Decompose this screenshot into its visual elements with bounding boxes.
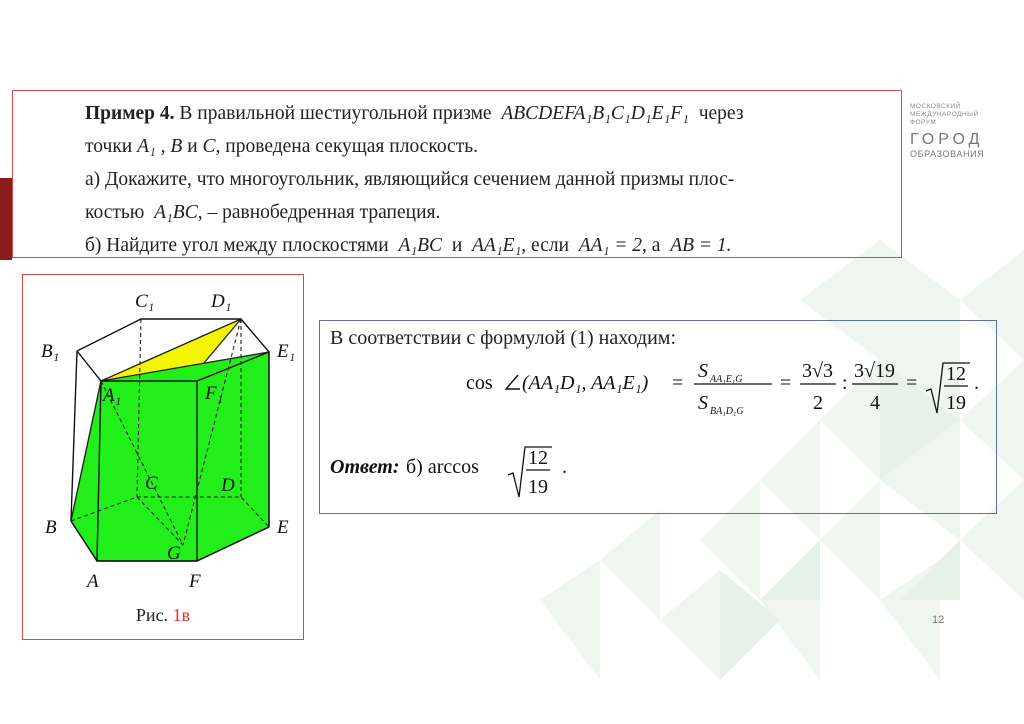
part-a-start: а) Докажите, что многоугольник, являющийся сечением данной призмы плос- (85, 169, 735, 190)
label-a1: A₁ (103, 385, 122, 406)
s-den: S (698, 392, 708, 414)
part-b-start: б) Найдите угол между плоскостями (85, 235, 389, 256)
label-e: E (277, 517, 289, 538)
problem-line2-and: и (187, 136, 198, 157)
problem-title: Пример 4. (85, 103, 175, 124)
root-num: 12 (946, 363, 966, 385)
part-b-plane2: AA₁E₁ (472, 235, 522, 256)
angle-args: (AA₁D₁, AA₁E₁) (522, 372, 649, 394)
eq-1: = (672, 372, 684, 394)
part-b-a: , а (642, 235, 661, 256)
label-f: F (189, 571, 201, 592)
s-den-sub: BA₁D₁G (710, 406, 744, 417)
part-a-plane: A₁BC (154, 202, 198, 223)
solution-box (319, 320, 997, 514)
angle-symbol (506, 375, 520, 389)
part-b-if: , если (521, 235, 570, 256)
problem-line1-text: В правильной шестиугольной призме (179, 103, 492, 124)
part-b-cond2: AB = 1. (670, 235, 732, 256)
f2-den: 4 (870, 392, 880, 414)
label-a: A (87, 571, 99, 592)
logo-line-1: МОСКОВСКИЙ (910, 103, 961, 110)
root-den: 19 (946, 392, 966, 414)
forum-logo (910, 103, 984, 159)
logo-line-3: ФОРУМ (910, 119, 937, 126)
problem-line2-end: проведена секущая плоскость. (225, 136, 478, 157)
label-e1: E₁ (277, 341, 296, 362)
part-b-plane1: A₁BC (398, 235, 443, 256)
label-g: G (167, 543, 181, 564)
part-b-and: и (451, 235, 463, 256)
f1-den: 2 (813, 392, 823, 414)
eq-2: = (780, 372, 792, 394)
figure-box (22, 274, 304, 640)
eq-3: = (906, 372, 918, 394)
label-d1: D₁ (211, 291, 232, 312)
label-c1: C₁ (135, 291, 155, 312)
label-d: D (221, 475, 235, 496)
problem-line1-end: через (698, 103, 744, 124)
prism-figure (23, 275, 303, 595)
label-b1: B₁ (41, 341, 60, 362)
problem-box (12, 90, 902, 258)
label-f1: F₁ (205, 383, 224, 404)
label-c: C (145, 473, 158, 494)
page-number: 12 (932, 614, 945, 626)
solution-formulas (330, 357, 986, 507)
ans-root-den: 19 (528, 476, 548, 498)
cos-text: cos (466, 372, 493, 394)
answer-part: б) arccos (406, 456, 479, 478)
solution-intro: В соответствии с формулой (1) находим: (330, 327, 676, 349)
part-b-cond1: AA₁ = 2 (578, 235, 643, 256)
figure-caption (23, 605, 303, 626)
accent-bar (0, 178, 12, 260)
logo-sub: ОБРАЗОВАНИЯ (910, 149, 985, 159)
f2-num: 3√19 (854, 360, 895, 382)
ans-root-num: 12 (528, 447, 548, 469)
problem-part-b (85, 229, 879, 262)
caption-prefix: Рис. (135, 605, 169, 625)
final-dot: . (974, 372, 979, 394)
part-a-cont: костью (85, 202, 145, 223)
answer-label: Ответ: (330, 456, 400, 478)
s-num: S (698, 360, 708, 382)
answer-end: . (562, 456, 567, 478)
problem-line-1 (85, 97, 879, 130)
logo-line-2: МЕЖДУНАРОДНЫЙ (910, 111, 979, 118)
problem-part-a (85, 163, 879, 196)
problem-line-2 (85, 130, 879, 163)
label-b: B (45, 517, 57, 538)
colon: : (842, 372, 848, 394)
problem-line2-start: точки (85, 136, 133, 157)
prism-name: ABCDEFA₁B₁C₁D₁E₁F₁ (501, 103, 689, 124)
problem-point-c: C, (202, 136, 221, 157)
problem-points: A₁ , B (137, 136, 183, 157)
s-num-sub: AA₁E₁G (710, 374, 743, 385)
problem-part-a-cont (85, 196, 879, 229)
f1-num: 3√3 (802, 360, 833, 382)
logo-big: ГОРОД (910, 131, 984, 148)
caption-number: 1в (172, 605, 191, 625)
part-a-end: , – равнобедренная трапеция. (197, 202, 441, 223)
